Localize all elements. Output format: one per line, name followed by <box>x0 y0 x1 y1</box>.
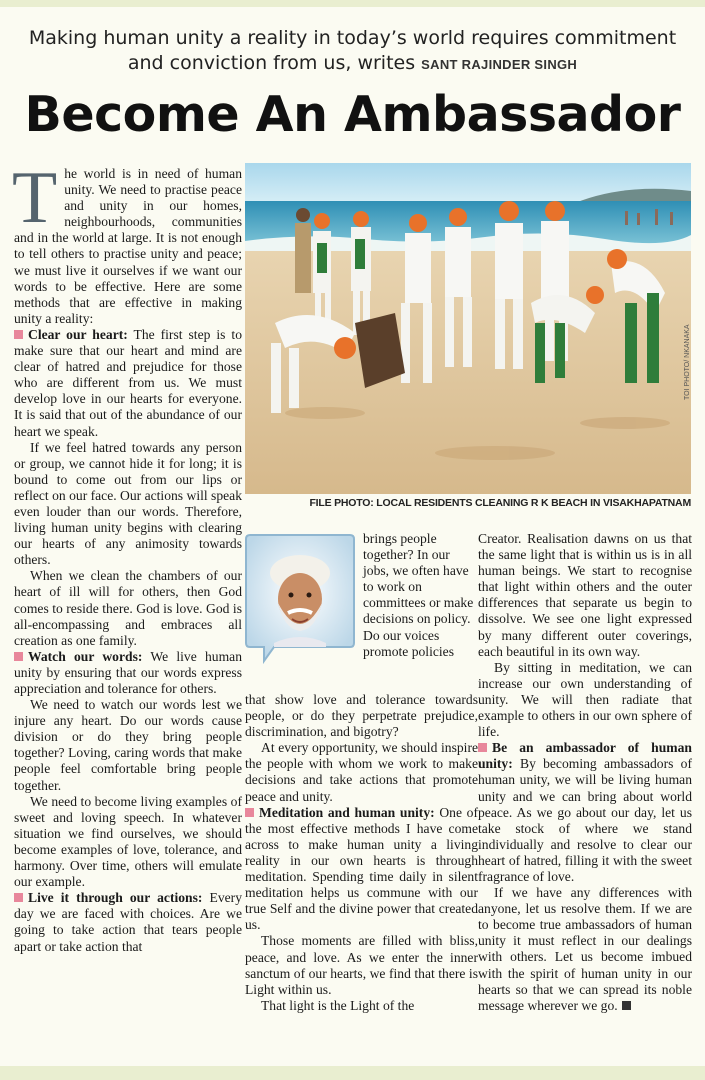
deck-line-2-text: and conviction from us, writes <box>127 52 416 74</box>
section-live-actions <box>14 890 242 954</box>
article-column-3 <box>478 531 692 1014</box>
subhead-ambassador: Be an ambassador of human unity: <box>478 740 692 772</box>
body-paragraph: that show love and tolerance towards people, or do they perpetrate prejudice, discrimination, and bigotry? <box>245 692 478 740</box>
article-column-2-top <box>363 531 476 660</box>
section-meditation <box>245 805 478 934</box>
beach-cleaning-photo <box>245 163 691 494</box>
body-paragraph: We need to watch our words lest we injure any heart. Do our words cause division or do they bring people together? Loving, caring words that make people feel comfortable bring people together. <box>14 697 242 793</box>
pink-square-bullet-icon <box>14 652 23 661</box>
subhead-clear-heart: Clear our heart: <box>28 326 128 342</box>
photo-caption: FILE PHOTO: LOCAL RESIDENTS CLEANING R K BEACH IN VISAKHAPATNAM <box>309 497 691 509</box>
pink-square-bullet-icon <box>14 330 23 339</box>
body-paragraph: Creator. Realisation dawns on us that the same light that is within us is in all human beings. We start to recognise that light within others and the outer differences that separate us begin to dissolve. We see one light expressed by many different outer coverings, each beautiful in its own way. <box>478 531 692 659</box>
section-ambassador-text: By becoming ambassadors of human unity, we will be living human unity and we can bring about world peace. As we go about our day, let us take stock of where we stand individually and resolve to clear our heart of hatred, filling it with the sweet fragrance of love. <box>478 756 692 884</box>
closing-text: If we have any differences with anyone, let us resolve them. If we are to become true ambassadors of human unity it must reflect in our dealings with others. Let us become imbued with the spirit of human unity in our hearts so that we can spread its noble message wherever we go. <box>478 885 692 1013</box>
photo-credit: TOI PHOTO/ NKANAKA <box>684 324 691 400</box>
author-byline: SANT RAJINDER SINGH <box>421 57 578 72</box>
section-clear-heart-text: The first step is to make sure that our heart and mind are clear of hatred and prejudice for those who are different from us. We must develop love in our hearts for everyone. It is said that out of the abundance of our heart we speak. <box>14 326 242 439</box>
intro-text: he world is in need of human unity. We need to practise peace and unity in our homes, neighbourhoods, communities and in the world at large. It is not enough to tell others to practise unity and peace; we must live it ourselves if we want our words to be effective. Here are some methods that are effective in making unity a reality: <box>14 166 242 326</box>
body-paragraph: At every opportunity, we should inspire the people with whom we work to make decisions and take actions that promote peace and unity. <box>245 740 478 804</box>
subhead-live-actions: Live it through our actions: <box>28 890 203 906</box>
body-paragraph: By sitting in meditation, we can increase our own understanding of unity. We will then radiate that example to others in our own sphere of life. <box>478 659 692 740</box>
pink-square-bullet-icon <box>14 893 23 902</box>
subhead-meditation: Meditation and human unity: <box>259 804 435 820</box>
end-mark-icon <box>622 1001 631 1010</box>
section-ambassador <box>478 740 692 885</box>
deck-line-2 <box>10 51 695 77</box>
article-column-2 <box>245 692 478 1014</box>
body-paragraph: Those moments are filled with bliss, peace, and love. As we enter the inner sanctum of our hearts, we find that there is Light within us. <box>245 933 478 997</box>
body-paragraph: brings people together? In our jobs, we often have to work on committees or make decisions on policy. Do our voices promote policies <box>363 531 474 659</box>
section-watch-words-text: We live human unity by ensuring that our words express appreciation and tolerance for others. <box>14 648 242 696</box>
pink-square-bullet-icon <box>245 808 254 817</box>
closing-paragraph <box>478 885 692 1014</box>
author-portrait <box>244 533 356 666</box>
article-column-1 <box>12 157 242 955</box>
deck-strapline <box>10 26 695 77</box>
pink-square-bullet-icon <box>478 743 487 752</box>
body-paragraph: We need to become living examples of sweet and loving speech. In whatever situation we find ourselves, we should become examples of love, tolerance, and harmony. Over time, others will emulate our example. <box>14 793 242 890</box>
deck-line-1: Making human unity a reality in today’s world requires commitment <box>28 27 677 49</box>
bottom-border-band <box>0 1066 705 1080</box>
body-paragraph: When we clean the chambers of our heart of ill will for others, then God comes to reside there. God is love. God is all-encompassing and embraces all creation as one family. <box>14 568 242 648</box>
subhead-watch-words: Watch our words: <box>28 648 143 664</box>
body-paragraph: That light is the Light of the <box>261 997 415 1013</box>
section-watch-words <box>14 649 242 697</box>
intro-paragraph <box>12 157 242 327</box>
article-headline: Become An Ambassador <box>24 86 681 143</box>
top-border-band <box>0 0 705 7</box>
section-live-actions-text: Every day we are faced with choices. Are we going to take action that tears people apart or take action that <box>14 890 242 954</box>
section-meditation-text: One of the most effective methods I have come across to make human unity a living reality in our own hearts is through meditation. Spending time daily in silent meditation helps us commune with our true Self and the divine power that created us. <box>245 804 478 933</box>
drop-cap: T <box>12 157 58 239</box>
body-paragraph: If we feel hatred towards any person or group, we cannot hide it for long; it is bound to come out from our lips or reflect on our face. Our actions will speak even louder than our words. Therefore, living human unity begins with clearing our hearts of any animosity towards others. <box>14 439 242 568</box>
section-clear-heart <box>14 327 242 440</box>
